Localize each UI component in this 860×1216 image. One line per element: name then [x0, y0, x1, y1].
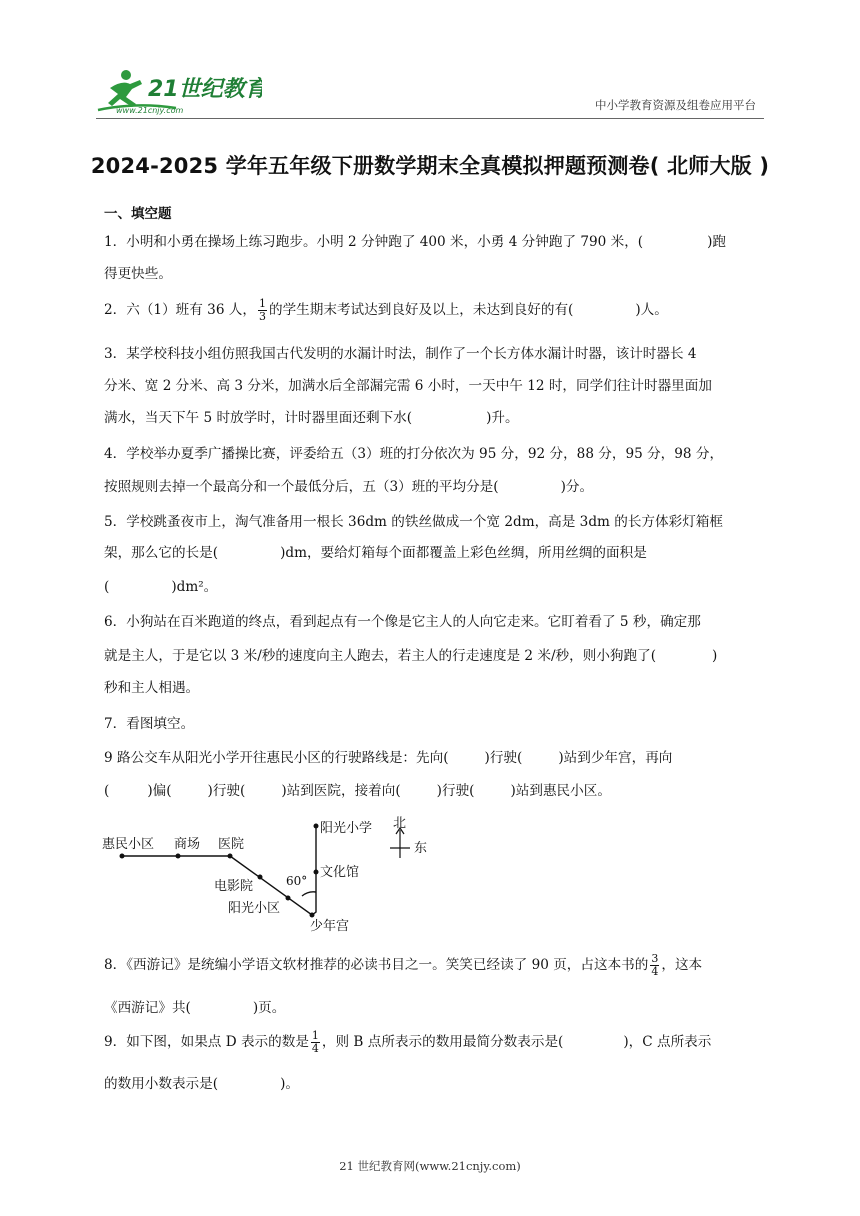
q7-text-b1: 9 路公交车从阳光小学开往惠民小区的行驶路线是：先向(	[104, 750, 449, 766]
q7-text-c6: )站到惠民小区。	[510, 783, 611, 799]
header-divider	[96, 118, 764, 119]
fraction	[258, 298, 267, 323]
label-yangguang-xiaoxue: 阳光小学	[320, 821, 373, 836]
question-4-line-2	[104, 475, 593, 495]
q9-text-d: 的数用小数表示是(	[104, 1076, 219, 1092]
question-9-line-2	[104, 1072, 299, 1092]
bus-route-map	[96, 810, 456, 938]
q6-text-c: )	[712, 648, 718, 664]
question-6-line-3: 秒和主人相遇。	[104, 680, 200, 696]
label-angle: 60°	[286, 874, 308, 888]
question-1-line-2: 得更快些。	[104, 266, 172, 282]
q9-text-c: )，C 点所表示	[623, 1034, 712, 1050]
label-yiyuan: 医院	[218, 837, 245, 852]
q4-text-c: )分。	[560, 479, 594, 495]
q7-text-c4: )站到医院，接着向(	[281, 783, 401, 799]
compass-icon	[390, 828, 410, 858]
stop-shaoniangong	[310, 913, 315, 918]
q3-text-d: )升。	[486, 410, 519, 426]
page-title: 2024-2025 学年五年级下册数学期末全真模拟押题预测卷( 北师大版 )	[90, 154, 770, 178]
logo-text: 21世纪教育	[148, 77, 262, 102]
page-footer: 21 世纪教育网(www.21cnjy.com)	[339, 1159, 521, 1173]
q4-text-b: 按照规则去掉一个最高分和一个最低分后，五（3）班的平均分是(	[104, 479, 499, 495]
q2-text-b: 的学生期末考试达到良好及以上，未达到良好的有(	[269, 302, 574, 318]
question-1-line-1	[104, 230, 726, 250]
label-dianyingyuan: 电影院	[214, 879, 254, 894]
question-2	[104, 298, 668, 323]
question-7-line-1: 7．看图填空。	[104, 716, 195, 732]
q5-text-d: (	[104, 579, 110, 595]
label-yangguang-xiaoqu: 阳光小区	[228, 901, 281, 916]
q7-text-c1: (	[104, 783, 110, 799]
q2-text-c: )人。	[635, 302, 668, 318]
label-east: 东	[414, 841, 428, 856]
q8-text-a: 8．《西游记》是统编小学语文软材推荐的必读书目之一。笑笑已经读了 90 页，占这本书的	[104, 957, 649, 973]
question-5-line-2	[104, 541, 647, 561]
question-7-line-2	[104, 746, 672, 766]
q1-text-a: 1．小明和小勇在操场上练习跑步。小明 2 分钟跑了 400 米，小勇 4 分钟跑了 790 米，(	[104, 234, 644, 250]
q7-text-b3: )站到少年宫，再向	[558, 750, 673, 766]
q8-text-d: )页。	[252, 1000, 286, 1016]
q5-text-c: )dm，要给灯箱每个面都覆盖上彩色丝绸，所用丝绸的面积是	[280, 545, 647, 561]
q7-text-c3: )行驶(	[207, 783, 246, 799]
angle-arc	[302, 892, 316, 896]
label-shaoniangong: 少年宫	[310, 919, 350, 934]
fraction-numerator: 3	[651, 952, 659, 965]
q8-text-c: 《西游记》共(	[104, 1000, 191, 1016]
q5-text-b: 架，那么它的长是(	[104, 545, 219, 561]
stop-yangguang-xiaoqu	[286, 896, 291, 901]
fraction	[311, 1030, 320, 1055]
fraction-denominator: 4	[651, 965, 659, 978]
label-shangchang: 商场	[174, 837, 201, 852]
stop-yangguang-xiaoxue	[314, 824, 319, 829]
q9-text-b: ，则 B 点所表示的数用最简分数表示是(	[321, 1034, 564, 1050]
question-6-line-2	[104, 644, 717, 664]
section-heading: 一、填空题	[104, 206, 172, 222]
stop-huimin	[120, 854, 125, 859]
question-8-line-1	[104, 953, 702, 978]
logo-url: www.21cnjy.com	[116, 106, 184, 115]
question-9-line-1	[104, 1030, 711, 1055]
platform-name: 中小学教育资源及组卷应用平台	[595, 98, 756, 112]
question-8-line-2	[104, 996, 285, 1016]
brand-logo	[96, 66, 262, 116]
q6-text-b: 就是主人，于是它以 3 米/秒的速度向主人跑去，若主人的行走速度是 2 米/秒，则小狗跑了(	[104, 648, 657, 664]
question-3-line-2: 分米、宽 2 分米、高 3 分米，加满水后全部漏完需 6 小时，一天中午 12 时，同学们往计时器里面加	[104, 378, 712, 394]
question-7-line-3	[104, 779, 611, 799]
question-5-line-1: 5．学校跳蚤夜市上，淘气准备用一根长 36dm 的铁丝做成一个宽 2dm，高是 3dm 的长方体彩灯箱框	[104, 514, 723, 530]
stop-dianyingyuan	[258, 875, 263, 880]
q3-text-c: 满水，当天下午 5 时放学时，计时器里面还剩下水(	[104, 410, 413, 426]
fraction-denominator: 4	[311, 1042, 319, 1055]
q7-text-c2: )偏(	[147, 783, 172, 799]
stop-wenhuaguan	[314, 870, 319, 875]
question-3-line-1: 3．某学校科技小组仿照我国古代发明的水漏计时法，制作了一个长方体水漏计时器，该计时器长 4	[104, 346, 697, 362]
fraction-denominator: 3	[259, 310, 266, 323]
fraction-numerator: 1	[259, 297, 266, 310]
label-north: 北	[393, 816, 407, 831]
label-huimin: 惠民小区	[102, 837, 155, 852]
fraction	[650, 953, 659, 978]
question-4-line-1: 4．学校举办夏季广播操比赛，评委给五（3）班的打分依次为 95 分，92 分，88 分，95 分，98 分，	[104, 446, 724, 462]
q8-text-b: ，这本	[661, 957, 703, 973]
q7-text-b2: )行驶(	[484, 750, 523, 766]
question-3-line-3	[104, 406, 519, 426]
q9-text-a: 9．如下图，如果点 D 表示的数是	[104, 1034, 309, 1050]
stop-yiyuan	[228, 854, 233, 859]
q2-text-a: 2．六（1）班有 36 人，	[104, 302, 256, 318]
question-6-line-1: 6．小狗站在百米跑道的终点，看到起点有一个像是它主人的人向它走来。它盯着看了 5 秒，确定那	[104, 614, 701, 630]
q1-text-b: )跑	[707, 234, 727, 250]
question-5-line-3	[104, 575, 217, 595]
q9-text-e: )。	[280, 1076, 299, 1092]
q5-text-e: )dm²。	[171, 579, 218, 595]
label-wenhuaguan: 文化馆	[320, 865, 360, 880]
q7-text-c5: )行驶(	[436, 783, 475, 799]
stop-shangchang	[176, 854, 181, 859]
fraction-numerator: 1	[311, 1029, 319, 1042]
